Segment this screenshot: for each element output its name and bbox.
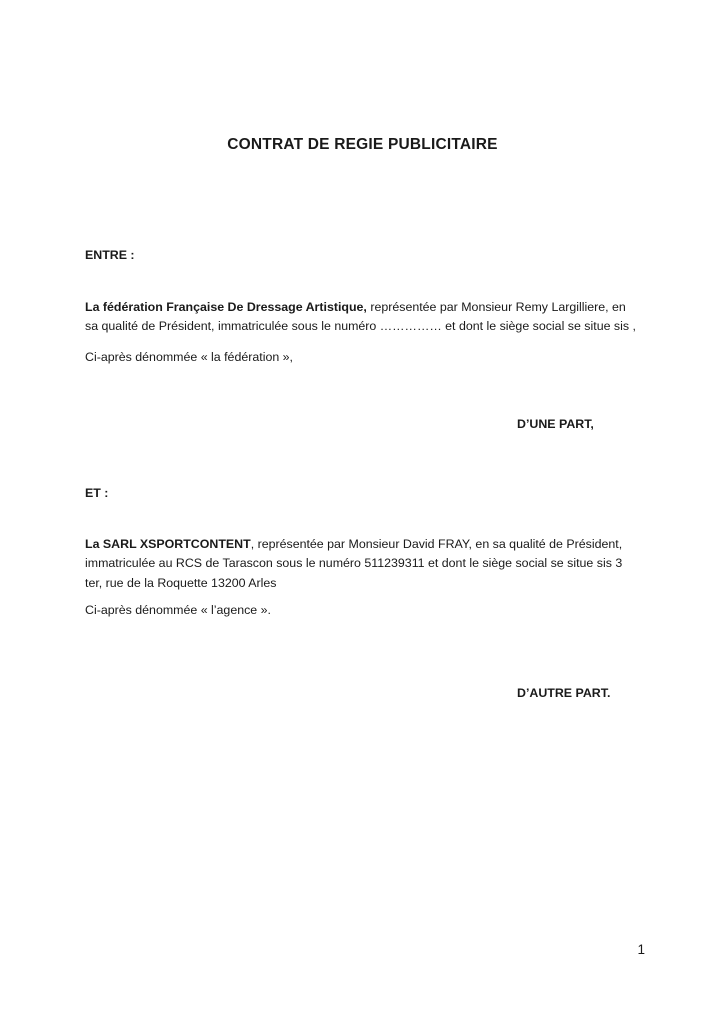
party-second-description: , représentée par Monsieur David FRAY, en sa qualité de Président, immatriculée au RCS de Tarascon sous le numéro 511239311 et dont le siège social se situe sis 3 ter, rue de la Roquette 13200 Arles — [85, 537, 623, 590]
party-second-alias: Ci-après dénommée « l’agence ». — [85, 603, 271, 617]
party-first-signature: D’UNE PART, — [517, 417, 594, 431]
party-first-alias: Ci-après dénommée « la fédération », — [85, 350, 294, 364]
party-first-description: représentée par Monsieur Remy Largilliere, en sa qualité de Président, immatriculée sous le numéro …………… et dont le siège social se situe sis , — [85, 300, 636, 334]
party-second-paragraph — [85, 535, 638, 593]
page-number: 1 — [637, 942, 645, 957]
party-second-signature: D’AUTRE PART. — [517, 686, 611, 700]
page-title: CONTRAT DE REGIE PUBLICITAIRE — [227, 136, 498, 153]
party-second-name: La SARL XSPORTCONTENT — [85, 537, 251, 551]
party-second-label: ET : — [85, 486, 109, 500]
party-first-name: La fédération Française De Dressage Artistique, — [85, 300, 367, 314]
party-first-paragraph — [85, 298, 638, 337]
party-first-label: ENTRE : — [85, 248, 135, 262]
